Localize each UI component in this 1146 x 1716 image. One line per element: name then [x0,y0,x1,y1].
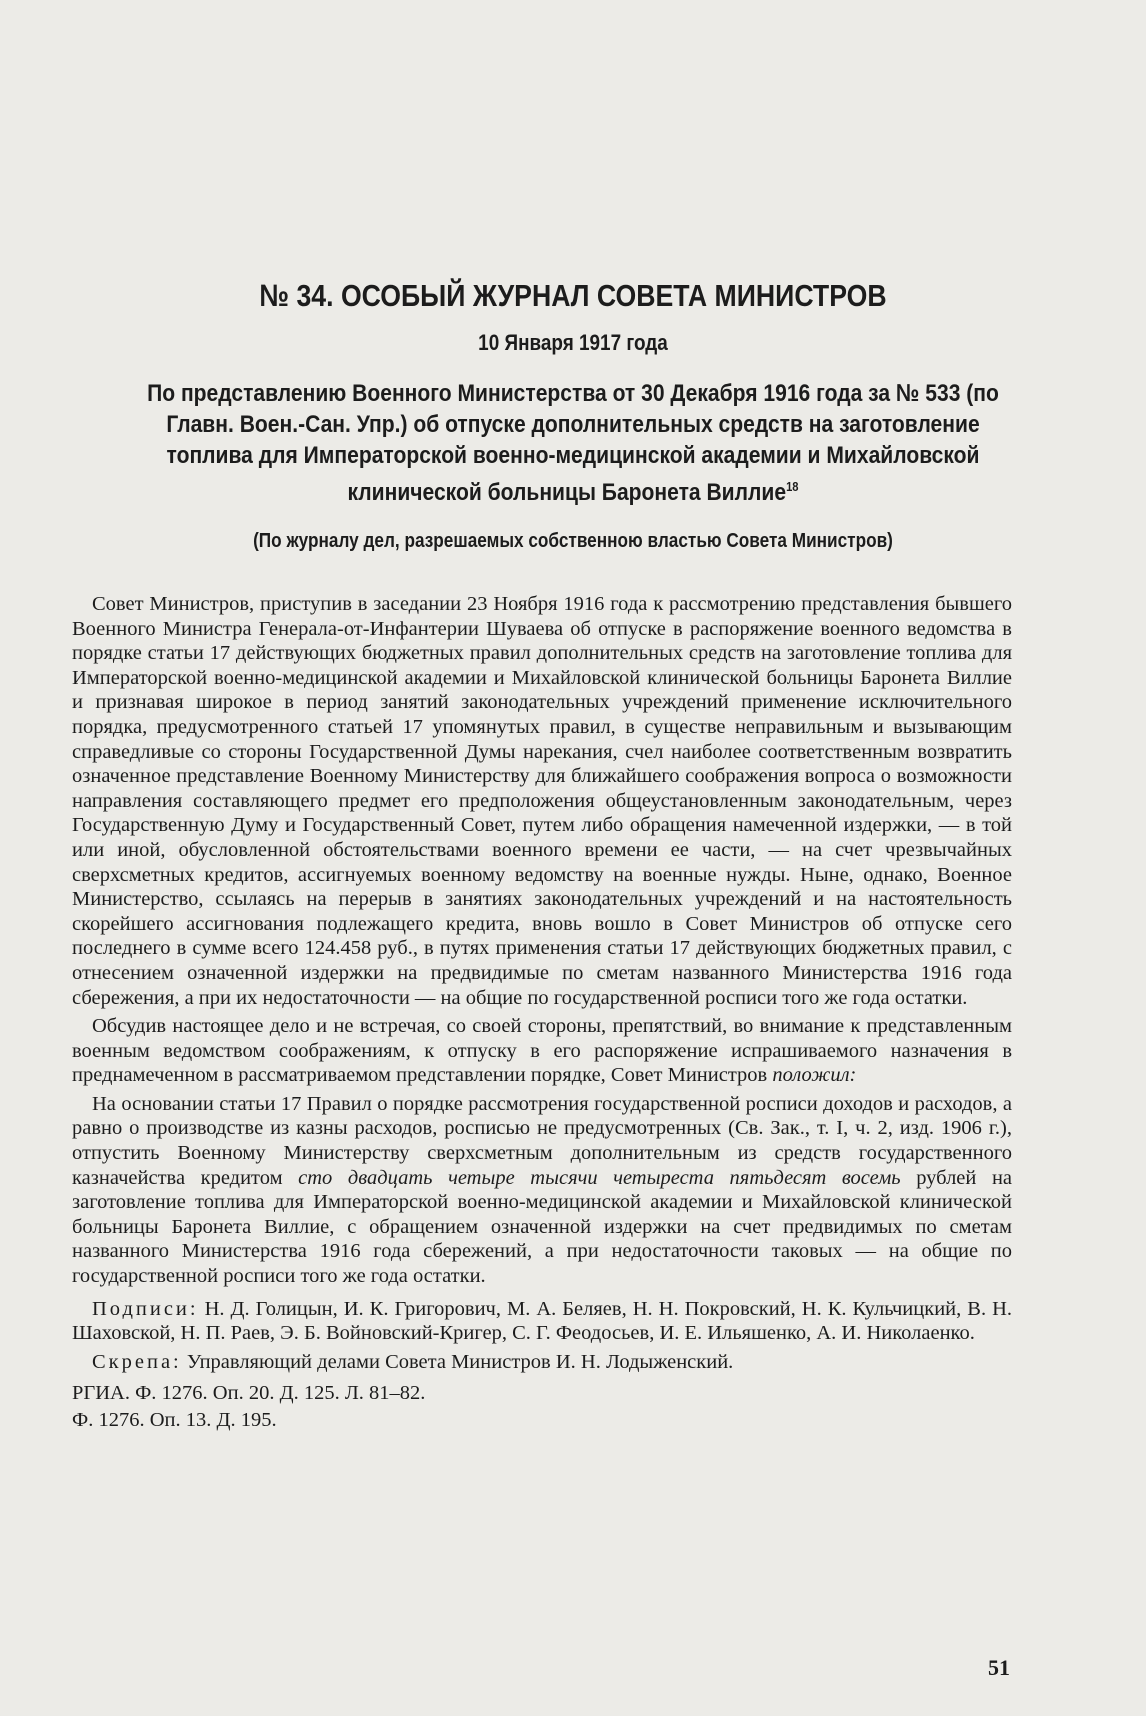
document-category: (По журналу дел, разрешаемых собственною властью Совета Министров) [253,530,893,552]
footnote-marker: 18 [786,479,799,494]
subject-text: По представлению Военного Министерства от 30 Декабря 1916 года за № 533 (по Главн. Воен.-Сан. Упр.) об отпуске дополнительных средств на заготовление топлива для Императорской военно-медицинской академии и Михайловской клинической больницы Баронета Виллие [147,380,999,507]
archive-reference-1: РГИА. Ф. 1276. Оп. 20. Д. 125. Л. 81–82. [72,1382,426,1405]
skrepa-text: Управляющий делами Совета Министров И. Н. Лодыженский. [186,1350,734,1373]
page-number: 51 [988,1655,1010,1680]
document-date: 10 Января 1917 года [478,330,668,355]
resolution-word: положил: [772,1064,857,1087]
document-subject [132,378,1014,508]
paragraph-3 [72,1092,1012,1289]
amount-in-words: сто двадцать четыре тысячи четыреста пятьдесят восемь [298,1166,901,1189]
document-title: № 34. ОСОБЫЙ ЖУРНАЛ СОВЕТА МИНИСТРОВ [259,278,887,313]
paragraph-2 [72,1014,1012,1088]
paragraph-2-text: Обсудив настоящее дело и не встречая, со своей стороны, препятствий, во внимание к представленным военным ведомством соображениям, к отпуску в его распоряжение испрашиваемого назначения в преднамеченном в рассматриваемом представлении порядке, Совет Министров [72,1015,1012,1087]
archive-references [72,1380,1012,1434]
paragraph-3-text-a: На основании статьи 17 Правил о порядке рассмотрения государственной росписи доходов и расходов, а равно о производстве из казны расходов, росписью не предусмотренных (Св. Зак., т. I, ч. 2, изд. 1906 г.), отпустить Военному Министерству сверхсметным дополнительным из средств государственного казначейства кредитом [72,1092,1012,1189]
signatures-label: Подписи: [92,1297,199,1320]
document-body [72,592,1012,1434]
paragraph-3-text-b: рублей на заготовление топлива для Императорской военно-медицинской академии и Михайловской клинической больницы Баронета Виллие, с обращением означенной издержки на счет предвидимых по сметам названного Министерства 1916 года сбережений, а при недостаточности таковых — на общие по государственной росписи того же года остатки. [72,1166,1013,1288]
paragraph-1: Совет Министров, приступив в заседании 23 Ноября 1916 года к рассмотрению представления бывшего Военного Министра Генерала-от-Инфантерии Шуваева об отпуске в распоряжение военного ведомства в порядке статьи 17 действующих бюджетных правил дополнительных средств на заготовление топлива для Императорской военно-медицинской академии и Михайловской клинической больницы Баронета Виллие и признавая широкое в период занятий законодательных учреждений применение исключительного порядка, предусмотренного статьей 17 упомянутых правил, в существе неправильным и вызывающим справедливые со стороны Государственной Думы нарекания, счел наиболее соответственным возвратить означенное представление Военному Министерству для ближайшего соображения вопроса о возможности направления составляющего предмет его предположения общеустановленным законодательным, через Государственную Думу и Государственный Совет, путем либо обращения намеченной издержки, — в той или иной, обусловленной обстоятельствами военного времени ее части, — на счет чрезвычайных сверхсметных кредитов, ассигнуемых военному ведомству на военные нужды. Ныне, однако, Военное Министерство, ссылаясь на перерыв в занятиях законодательных учреждений и на настоятельность скорейшего ассигнования подлежащего кредита, вновь вошло в Совет Министров об отпуске сего последнего в сумме всего 124.458 руб., в путях применения статьи 17 действующих бюджетных правил, с отнесением означенной издержки на предвидимые по сметам названного Министерства 1916 года сбережения, а при их недостаточности — на общие по государственной росписи того же года остатки. [72,593,1012,1009]
signatures [72,1297,1012,1346]
skrepa-label: Скрепа: [92,1350,182,1373]
signatures-list: Н. Д. Голицын, И. К. Григорович, М. А. Беляев, Н. Н. Покровский, Н. К. Кульчицкий, В. Н. Шаховской, Н. П. Раев, Э. Б. Войновский-Кригер, С. Г. Феодосьев, И. Е. Ильяшенко, А. И. Николаенко. [72,1297,1013,1345]
archive-reference-2: Ф. 1276. Оп. 13. Д. 195. [72,1409,277,1432]
skrepa [72,1350,1012,1375]
